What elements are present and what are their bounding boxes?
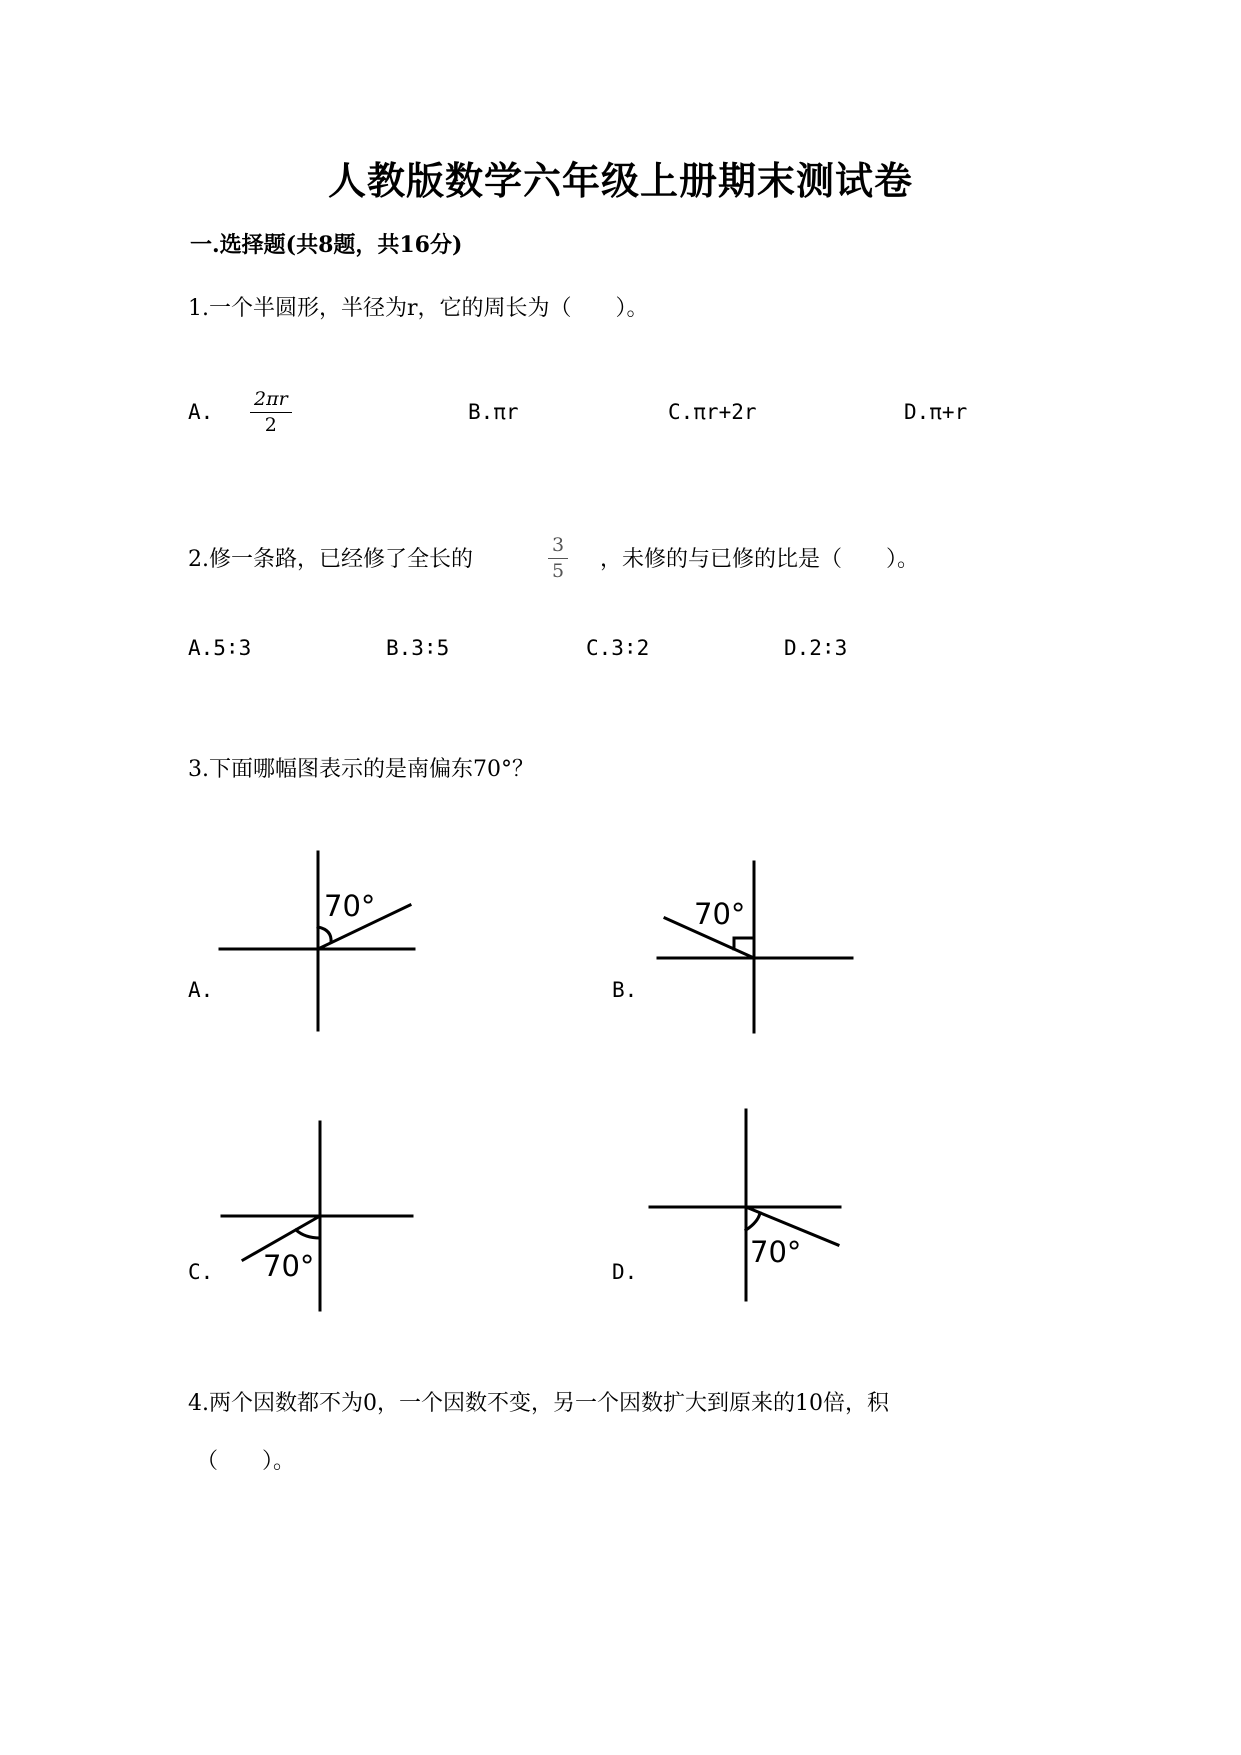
fraction-denominator: 5 [552, 560, 565, 582]
q2-option-d: D.2∶3 [784, 636, 848, 660]
q3-option-c-label: C. [188, 1260, 214, 1284]
figure-c-angle-label: 70° [263, 1249, 315, 1283]
question-4-text-line2: （ ）。 [196, 1449, 296, 1474]
fraction-numerator: 2πr [250, 390, 292, 413]
question-4-text-line1: 4.两个因数都不为0，一个因数不变，另一个因数扩大到原来的10倍，积 [188, 1391, 889, 1416]
figure-c [222, 1122, 412, 1310]
q3-option-b-label: B. [612, 978, 638, 1002]
figure-a [220, 852, 414, 1030]
q1-option-a-label: A. [188, 400, 214, 424]
question-2-text-end: ，未修的与已修的比是（ ）。 [600, 547, 920, 572]
q1-option-b: B.πr [468, 400, 519, 424]
q1-option-c: C.πr+2r [668, 400, 757, 424]
figure-d [650, 1110, 840, 1300]
question-3-text: 3.下面哪幅图表示的是南偏东70°？ [188, 757, 534, 782]
fraction-denominator: 2 [264, 414, 277, 436]
figure-b [658, 862, 852, 1032]
q1-option-d: D.π+r [904, 400, 968, 424]
q2-option-b: B.3∶5 [386, 636, 450, 660]
figure-d-angle-label: 70° [750, 1235, 802, 1269]
question-2-text-start: 2.修一条路，已经修了全长的 [188, 547, 473, 572]
figure-a-angle-label: 70° [324, 889, 376, 923]
figure-b-angle-label: 70° [694, 897, 746, 931]
page-title: 人教版数学六年级上册期末测试卷 [327, 158, 913, 203]
question-1-text: 1.一个半圆形，半径为r，它的周长为（ ）。 [188, 296, 649, 321]
fraction-numerator: 3 [548, 536, 568, 559]
q3-option-d-label: D. [612, 1260, 638, 1284]
q2-option-a: A.5∶3 [188, 636, 252, 660]
q3-option-a-label: A. [188, 978, 214, 1002]
section-heading: 一.选择题(共8题，共16分) [190, 232, 463, 258]
q2-option-c: C.3∶2 [586, 636, 650, 660]
